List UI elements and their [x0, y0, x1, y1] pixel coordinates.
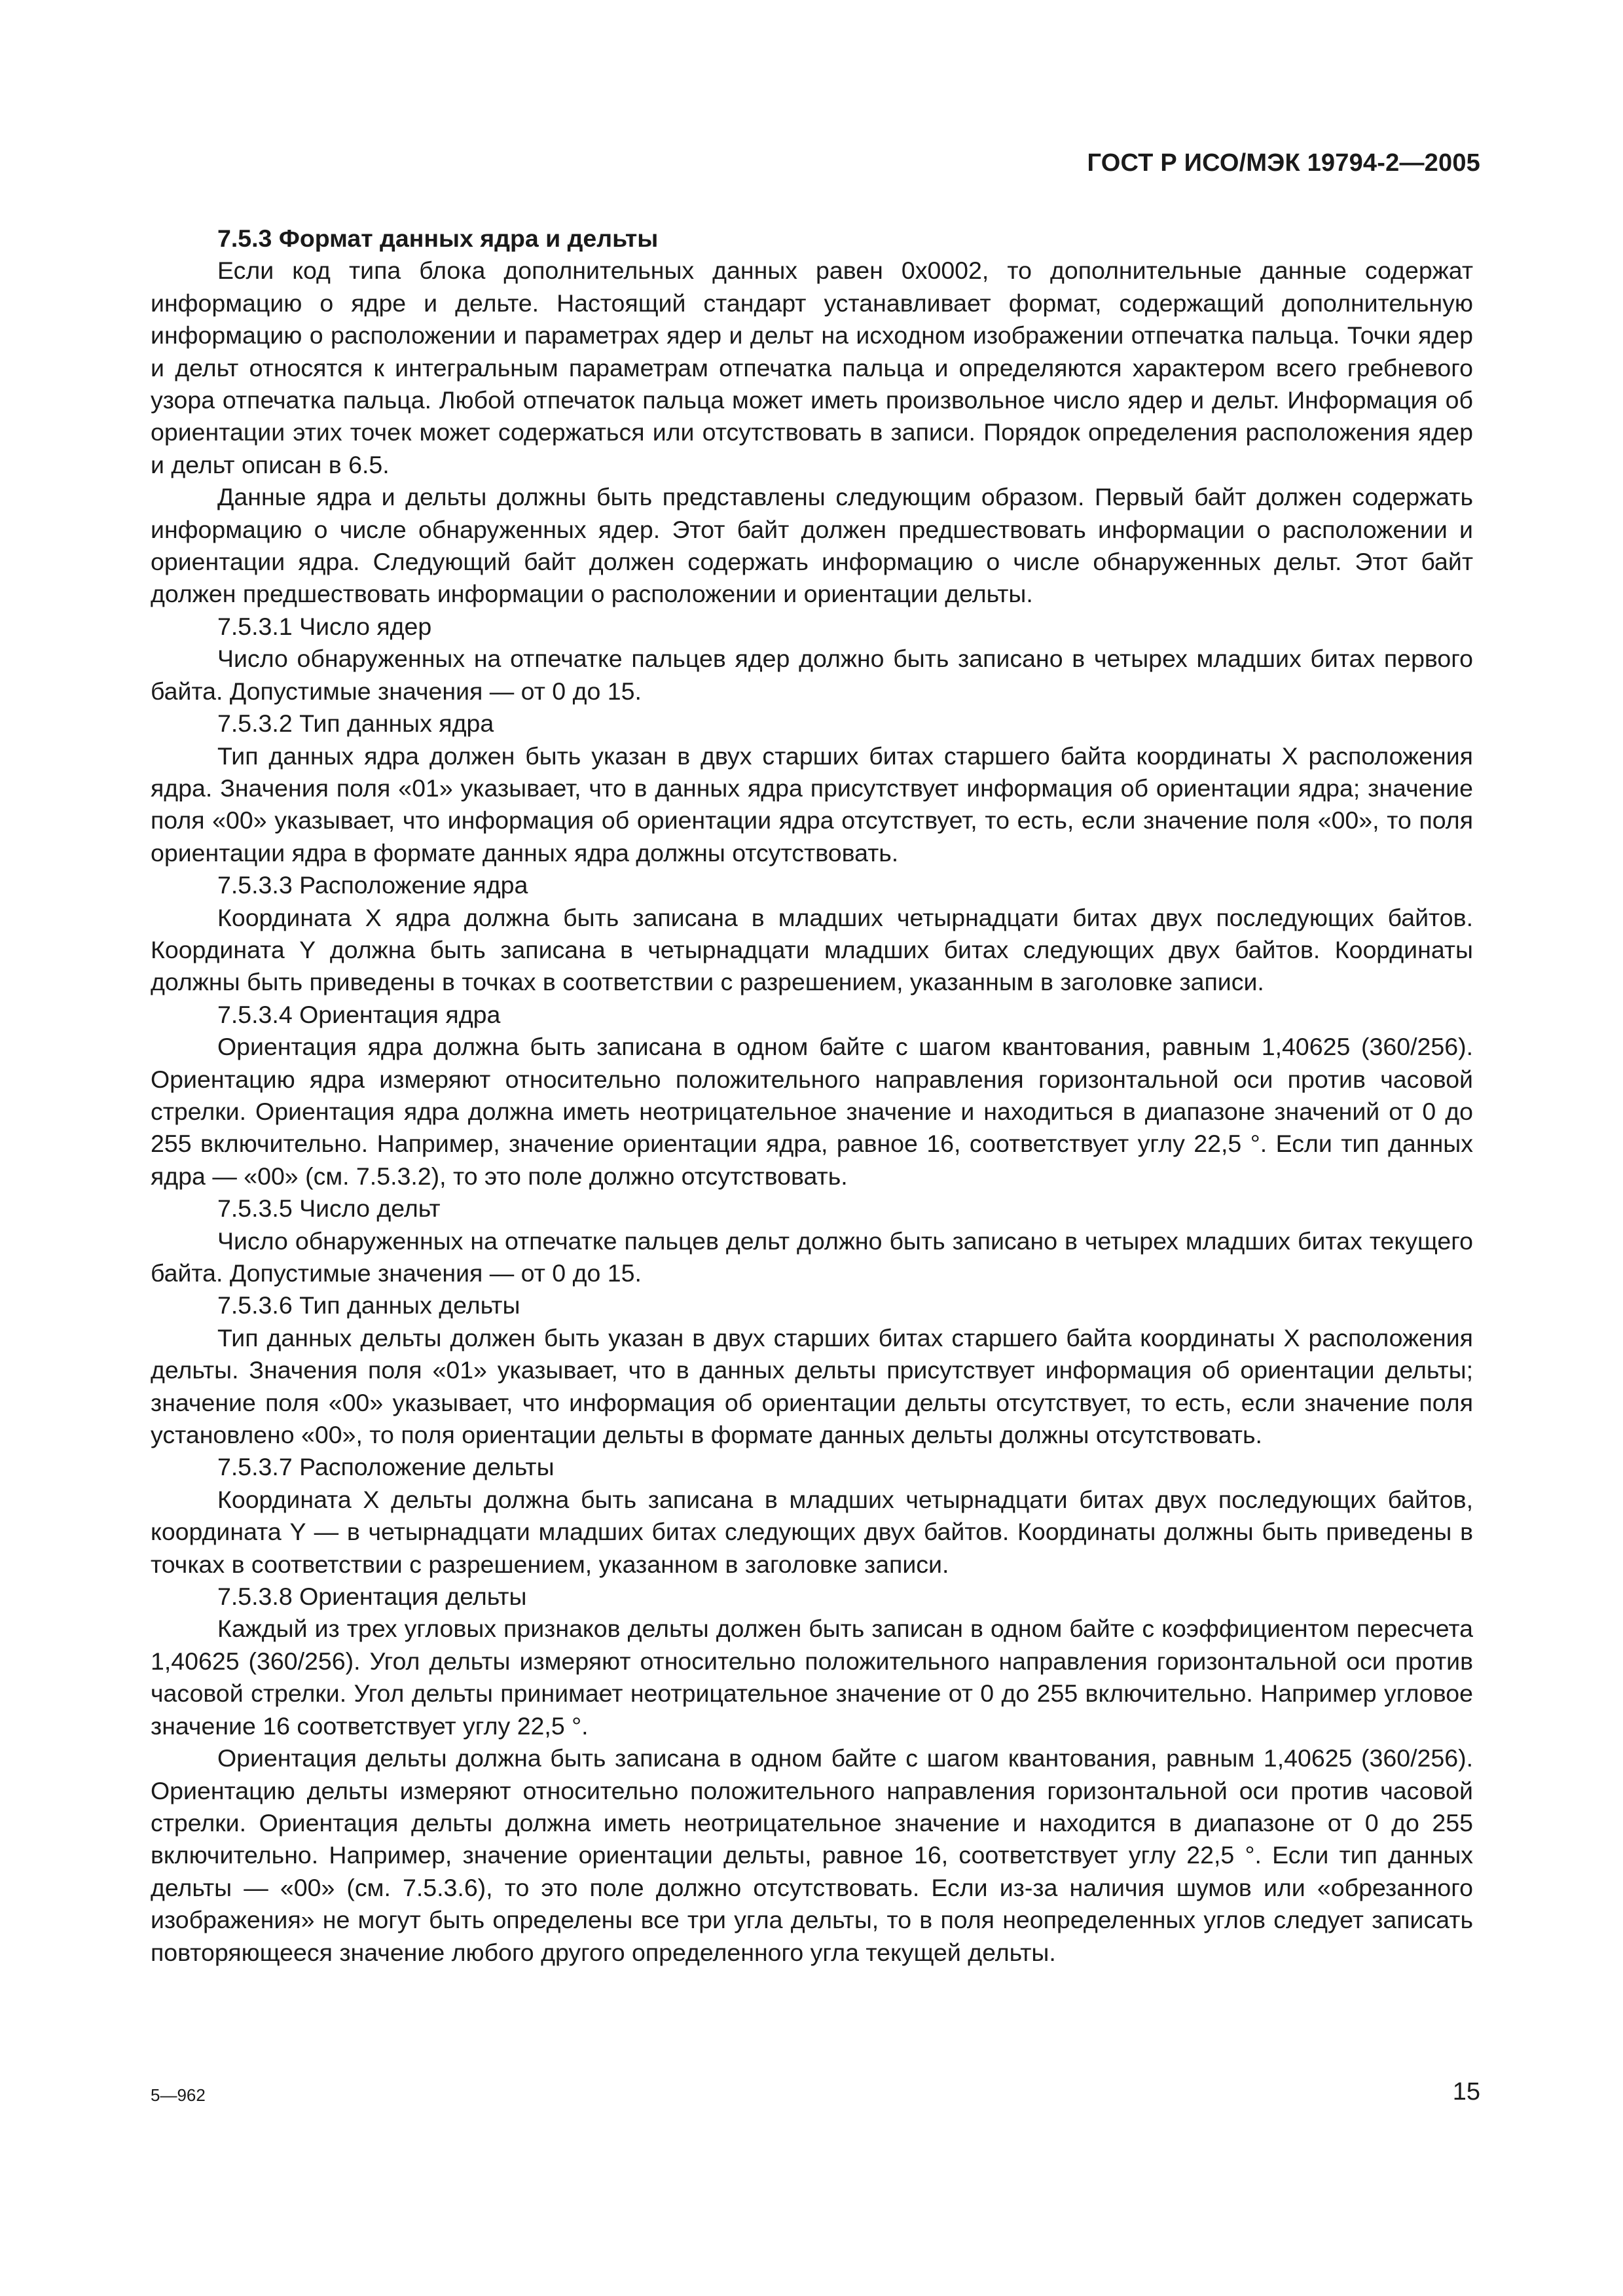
subsection-heading-delta-count: 7.5.3.5 Число дельт	[217, 1194, 441, 1223]
paragraph-core-count: Число обнаруженных на отпечатке пальцев ядер должно быть записано в четырех младших битах первого байта. Допустимые значения — от 0 до 15.	[151, 645, 1473, 705]
paragraph-core-orientation: Ориентация ядра должна быть записана в одном байте с шагом квантования, равным 1,40625 (360/256). Ориентацию ядра измеряют относительно положительного направления горизонтальной оси против часовой стрелки. Ориентация ядра должна иметь неотрицательное значение и находиться в диапазоне значений от 0 до 255 включительно. Например, значение ориентации ядра, равное 16, соответствует углу 22,5 °. Если тип данных ядра — «00» (см. 7.5.3.2), то это поле должно отсутствовать.	[151, 1033, 1473, 1190]
subsection-heading-core-type: 7.5.3.2 Тип данных ядра	[217, 709, 494, 738]
paragraph-delta-count: Число обнаруженных на отпечатке пальцев дельт должно быть записано в четырех младших битах текущего байта. Допустимые значения — от 0 до 15.	[151, 1227, 1473, 1287]
paragraph-delta-position: Координата X дельты должна быть записана в младших четырнадцати битах двух последующих байтов, координата Y — в четырнадцати младших битах следующих двух байтов. Координаты должны быть приведены в точках в соответствии с разрешением, указанном в заголовке записи.	[151, 1485, 1473, 1578]
page-number: 15	[1452, 2078, 1480, 2106]
page-content	[151, 223, 1473, 1969]
subsection-heading-core-position: 7.5.3.3 Расположение ядра	[217, 871, 528, 899]
paragraph-core-type: Тип данных ядра должен быть указан в двух старших битах старшего байта координаты X расположения ядра. Значения поля «01» указывает, что в данных ядра присутствует информация об ориентации ядра; значение поля «00» указывает, что информация об ориентации ядра отсутствует, то есть, если значение поля «00», то поля ориентации ядра в формате данных ядра должны отсутствовать.	[151, 742, 1473, 867]
section-heading: 7.5.3 Формат данных ядра и дельты	[217, 224, 659, 252]
subsection-heading-core-orientation: 7.5.3.4 Ориентация ядра	[217, 1000, 501, 1028]
subsection-heading-core-count: 7.5.3.1 Число ядер	[217, 612, 432, 640]
paragraph-delta-orientation: Ориентация дельты должна быть записана в одном байте с шагом квантования, равным 1,40625 (360/256). Ориентацию дельты измеряют относительно положительного направления горизонтальной оси против часовой стрелки. Ориентация дельты должна иметь неотрицательное значение и находится в диапазоне от 0 до 255 включительно. Например, значение ориентации дельты, равное 16, соответствует углу 22,5 °. Если тип данных дельты — «00» (см. 7.5.3.6), то это поле должно отсутствовать. Если из-за наличия шумов или «обрезанного изображения» не могут быть определены все три угла дельты, то в поля неопределенных углов следует записать повторяющееся значение любого другого определенного угла текущей дельты.	[151, 1744, 1473, 1966]
paragraph-delta-angles: Каждый из трех угловых признаков дельты должен быть записан в одном байте с коэффициентом пересчета 1,40625 (360/256). Угол дельты измеряют относительно положительного направления горизонтальной оси против часовой стрелки. Угол дельты принимает неотрицательное значение от 0 до 255 включительно. Например угловое значение 16 соответствует углу 22,5 °.	[151, 1615, 1473, 1740]
subsection-heading-delta-orientation: 7.5.3.8 Ориентация дельты	[217, 1583, 527, 1611]
subsection-heading-delta-position: 7.5.3.7 Расположение дельты	[217, 1453, 555, 1481]
paragraph-core-delta-data: Данные ядра и дельты должны быть представлены следующим образом. Первый байт должен содержать информацию о числе обнаруженных ядер. Этот байт должен предшествовать информации о расположении и ориентации ядра. Следующий байт должен содержать информацию о числе обнаруженных дельт. Этот байт должен предшествовать информации о расположении и ориентации дельты.	[151, 483, 1473, 608]
paragraph-core-position: Координата X ядра должна быть записана в младших четырнадцати битах двух последующих байтов. Координата Y должна быть записана в четырнадцати младших битах следующих двух байтов. Координаты должны быть приведены в точках в соответствии с разрешением, указанным в заголовке записи.	[151, 903, 1473, 996]
footer-print-code: 5—962	[151, 2085, 206, 2105]
paragraph-intro: Если код типа блока дополнительных данных равен 0х0002, то дополнительные данные содержат информацию о ядре и дельте. Настоящий стандарт устанавливает формат, содержащий дополнительную информацию о расположении и параметрах ядер и дельт на исходном изображении отпечатка пальца. Точки ядер и дельт относятся к интегральным параметрам отпечатка пальца и определяются характером всего гребневого узора отпечатка пальца. Любой отпечаток пальца может иметь произвольное число ядер и дельт. Информация об ориентации этих точек может содержаться или отсутствовать в записи. Порядок определения расположения ядер и дельт описан в 6.5.	[151, 257, 1473, 478]
subsection-heading-delta-type: 7.5.3.6 Тип данных дельты	[217, 1291, 520, 1319]
document-header: ГОСТ Р ИСО/МЭК 19794-2—2005	[1087, 149, 1480, 177]
paragraph-delta-type: Тип данных дельты должен быть указан в двух старших битах старшего байта координаты X расположения дельты. Значения поля «01» указывает, что в данных дельты присутствует информация об ориентации дельты; значение поля «00» указывает, что информация об ориентации дельты отсутствует, то есть, если значение поля установлено «00», то поля ориентации дельты в формате данных дельты должны отсутствовать.	[151, 1323, 1473, 1449]
